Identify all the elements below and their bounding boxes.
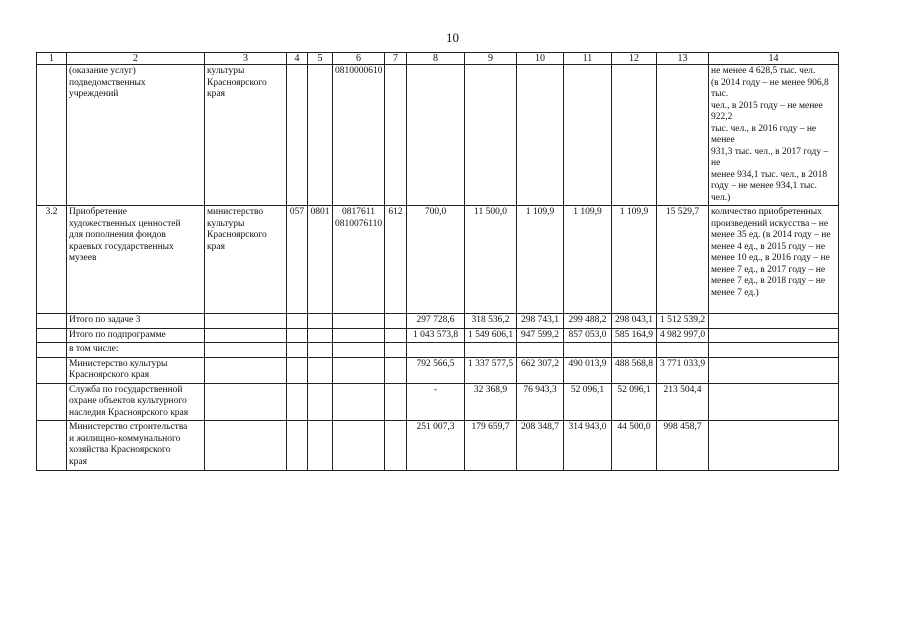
table-cell bbox=[407, 65, 465, 206]
table-row bbox=[37, 206, 839, 314]
table-cell: Министерство строительства и жилищно-коммунального хозяйства Красноярского края bbox=[67, 421, 205, 471]
table-cell bbox=[564, 343, 612, 358]
table-cell bbox=[205, 328, 287, 343]
table-cell: 1 109,9 bbox=[612, 206, 657, 314]
table-cell bbox=[287, 343, 308, 358]
page-number: 10 bbox=[446, 30, 459, 45]
table-cell bbox=[385, 314, 407, 329]
table-cell bbox=[333, 314, 385, 329]
table-cell bbox=[709, 343, 839, 358]
table-cell bbox=[308, 383, 333, 421]
table-cell bbox=[308, 65, 333, 206]
table-cell: 0817611 0810076110 bbox=[333, 206, 385, 314]
table-cell bbox=[37, 383, 67, 421]
table-cell bbox=[287, 328, 308, 343]
column-header: 12 bbox=[612, 53, 657, 65]
column-header: 3 bbox=[205, 53, 287, 65]
table-cell: 792 566,5 bbox=[407, 357, 465, 383]
table-cell: не менее 4 628,5 тыс. чел. (в 2014 году – не менее 906,8 тыс. чел., в 2015 году – не менее 922,2 тыс. чел., в 2016 году – не менее 931,3 тыс. чел., в 2017 году – не менее 934,1 тыс. чел., в 2018 году – не менее 934,1 тыс. чел.) bbox=[709, 65, 839, 206]
table-cell: 3.2 bbox=[37, 206, 67, 314]
table-cell: Министерство культуры Красноярского края bbox=[67, 357, 205, 383]
table-cell bbox=[333, 421, 385, 471]
column-header: 13 bbox=[657, 53, 709, 65]
table-cell: 299 488,2 bbox=[564, 314, 612, 329]
table-cell bbox=[287, 357, 308, 383]
table-cell bbox=[385, 421, 407, 471]
table-cell: 314 943,0 bbox=[564, 421, 612, 471]
table-cell bbox=[308, 314, 333, 329]
table-cell: 52 096,1 bbox=[564, 383, 612, 421]
table-cell: Служба по государственной охране объектов культурного наследия Красноярского края bbox=[67, 383, 205, 421]
table-cell: 52 096,1 bbox=[612, 383, 657, 421]
table-cell bbox=[308, 328, 333, 343]
table-row bbox=[37, 383, 839, 421]
table-cell bbox=[657, 65, 709, 206]
table-cell: количество приобретенных произведений искусства – не менее 35 ед. (в 2014 году – не менее 4 ед., в 2015 году – не менее 10 ед., в 2016 году – не менее 7 ед., в 2017 году – не менее 7 ед., в 2018 году – не менее 7 ед.) bbox=[709, 206, 839, 314]
table-cell bbox=[308, 421, 333, 471]
table-cell bbox=[385, 65, 407, 206]
table-cell: министерство культуры Красноярского края bbox=[205, 206, 287, 314]
table-cell bbox=[37, 343, 67, 358]
table-cell bbox=[308, 357, 333, 383]
column-header: 10 bbox=[517, 53, 564, 65]
column-header: 14 bbox=[709, 53, 839, 65]
table-cell: 490 013,9 bbox=[564, 357, 612, 383]
table-cell bbox=[205, 343, 287, 358]
column-header: 4 bbox=[287, 53, 308, 65]
task-total-row bbox=[37, 314, 839, 329]
column-header: 11 bbox=[564, 53, 612, 65]
table-cell bbox=[333, 343, 385, 358]
table-cell bbox=[37, 328, 67, 343]
table-cell: 947 599,2 bbox=[517, 328, 564, 343]
table-cell bbox=[37, 421, 67, 471]
including-row bbox=[37, 343, 839, 358]
table-cell: - bbox=[407, 383, 465, 421]
table-cell: 857 053,0 bbox=[564, 328, 612, 343]
table-cell: 1 337 577,5 bbox=[465, 357, 517, 383]
table-cell: 11 500,0 bbox=[465, 206, 517, 314]
table-cell bbox=[287, 65, 308, 206]
table-cell: 3 771 033,9 bbox=[657, 357, 709, 383]
table-cell: 76 943,3 bbox=[517, 383, 564, 421]
table-cell: 612 bbox=[385, 206, 407, 314]
table-cell bbox=[385, 343, 407, 358]
table-cell bbox=[657, 343, 709, 358]
table-cell bbox=[709, 357, 839, 383]
table-cell: 057 bbox=[287, 206, 308, 314]
table-cell bbox=[709, 383, 839, 421]
table-cell: 1 109,9 bbox=[564, 206, 612, 314]
table-cell bbox=[465, 65, 517, 206]
table-cell bbox=[205, 421, 287, 471]
column-header: 6 bbox=[333, 53, 385, 65]
table-cell bbox=[205, 357, 287, 383]
table-cell: 662 307,2 bbox=[517, 357, 564, 383]
table-cell: 1 549 606,1 bbox=[465, 328, 517, 343]
table-cell: 32 368,9 bbox=[465, 383, 517, 421]
table-cell bbox=[333, 357, 385, 383]
table-cell: 0810000610 bbox=[333, 65, 385, 206]
table-cell bbox=[517, 65, 564, 206]
program-table bbox=[36, 52, 839, 471]
table-cell bbox=[385, 357, 407, 383]
table-cell bbox=[385, 328, 407, 343]
column-header: 8 bbox=[407, 53, 465, 65]
table-cell bbox=[37, 314, 67, 329]
table-cell bbox=[709, 421, 839, 471]
table-cell: 4 982 997,0 bbox=[657, 328, 709, 343]
subprogram-total-row bbox=[37, 328, 839, 343]
table-cell bbox=[287, 383, 308, 421]
table-cell: 700,0 bbox=[407, 206, 465, 314]
table-cell bbox=[564, 65, 612, 206]
table-cell: 44 500,0 bbox=[612, 421, 657, 471]
table-cell: 998 458,7 bbox=[657, 421, 709, 471]
table-cell: 251 007,3 bbox=[407, 421, 465, 471]
table-cell bbox=[37, 357, 67, 383]
table-row bbox=[37, 65, 839, 206]
table-row bbox=[37, 421, 839, 471]
table-cell: 1 043 573,8 bbox=[407, 328, 465, 343]
column-header: 2 bbox=[67, 53, 205, 65]
table-cell bbox=[517, 343, 564, 358]
table-row bbox=[37, 357, 839, 383]
table-cell bbox=[407, 343, 465, 358]
table-cell: культуры Красноярского края bbox=[205, 65, 287, 206]
table-cell: 1 512 539,2 bbox=[657, 314, 709, 329]
table-cell bbox=[333, 328, 385, 343]
table-cell: (оказание услуг) подведомственных учреждений bbox=[67, 65, 205, 206]
table-cell: Приобретение художественных ценностей для пополнения фондов краевых государственных музеев bbox=[67, 206, 205, 314]
table-cell bbox=[709, 328, 839, 343]
table-cell: 1 109,9 bbox=[517, 206, 564, 314]
table-cell: 15 529,7 bbox=[657, 206, 709, 314]
table-cell bbox=[333, 383, 385, 421]
table-cell bbox=[612, 65, 657, 206]
table-cell: 318 536,2 bbox=[465, 314, 517, 329]
table-cell: Итого по подпрограмме bbox=[67, 328, 205, 343]
table-cell bbox=[205, 314, 287, 329]
table-cell bbox=[205, 383, 287, 421]
table-cell bbox=[37, 65, 67, 206]
table-cell bbox=[287, 314, 308, 329]
column-number-row bbox=[37, 53, 839, 65]
table-cell bbox=[308, 343, 333, 358]
table-cell: 179 659,7 bbox=[465, 421, 517, 471]
column-header: 7 bbox=[385, 53, 407, 65]
table-cell bbox=[612, 343, 657, 358]
table-cell bbox=[385, 383, 407, 421]
column-header: 5 bbox=[308, 53, 333, 65]
table-cell bbox=[465, 343, 517, 358]
table-cell: 298 043,1 bbox=[612, 314, 657, 329]
table-cell: 298 743,1 bbox=[517, 314, 564, 329]
column-header: 9 bbox=[465, 53, 517, 65]
table-cell: 0801 bbox=[308, 206, 333, 314]
table-cell: Итого по задаче 3 bbox=[67, 314, 205, 329]
table-cell: 585 164,9 bbox=[612, 328, 657, 343]
table-cell bbox=[287, 421, 308, 471]
table-cell: 213 504,4 bbox=[657, 383, 709, 421]
table-cell: 488 568,8 bbox=[612, 357, 657, 383]
table-cell bbox=[709, 314, 839, 329]
table-cell: в том числе: bbox=[67, 343, 205, 358]
table-cell: 297 728,6 bbox=[407, 314, 465, 329]
table-cell: 208 348,7 bbox=[517, 421, 564, 471]
column-header: 1 bbox=[37, 53, 67, 65]
